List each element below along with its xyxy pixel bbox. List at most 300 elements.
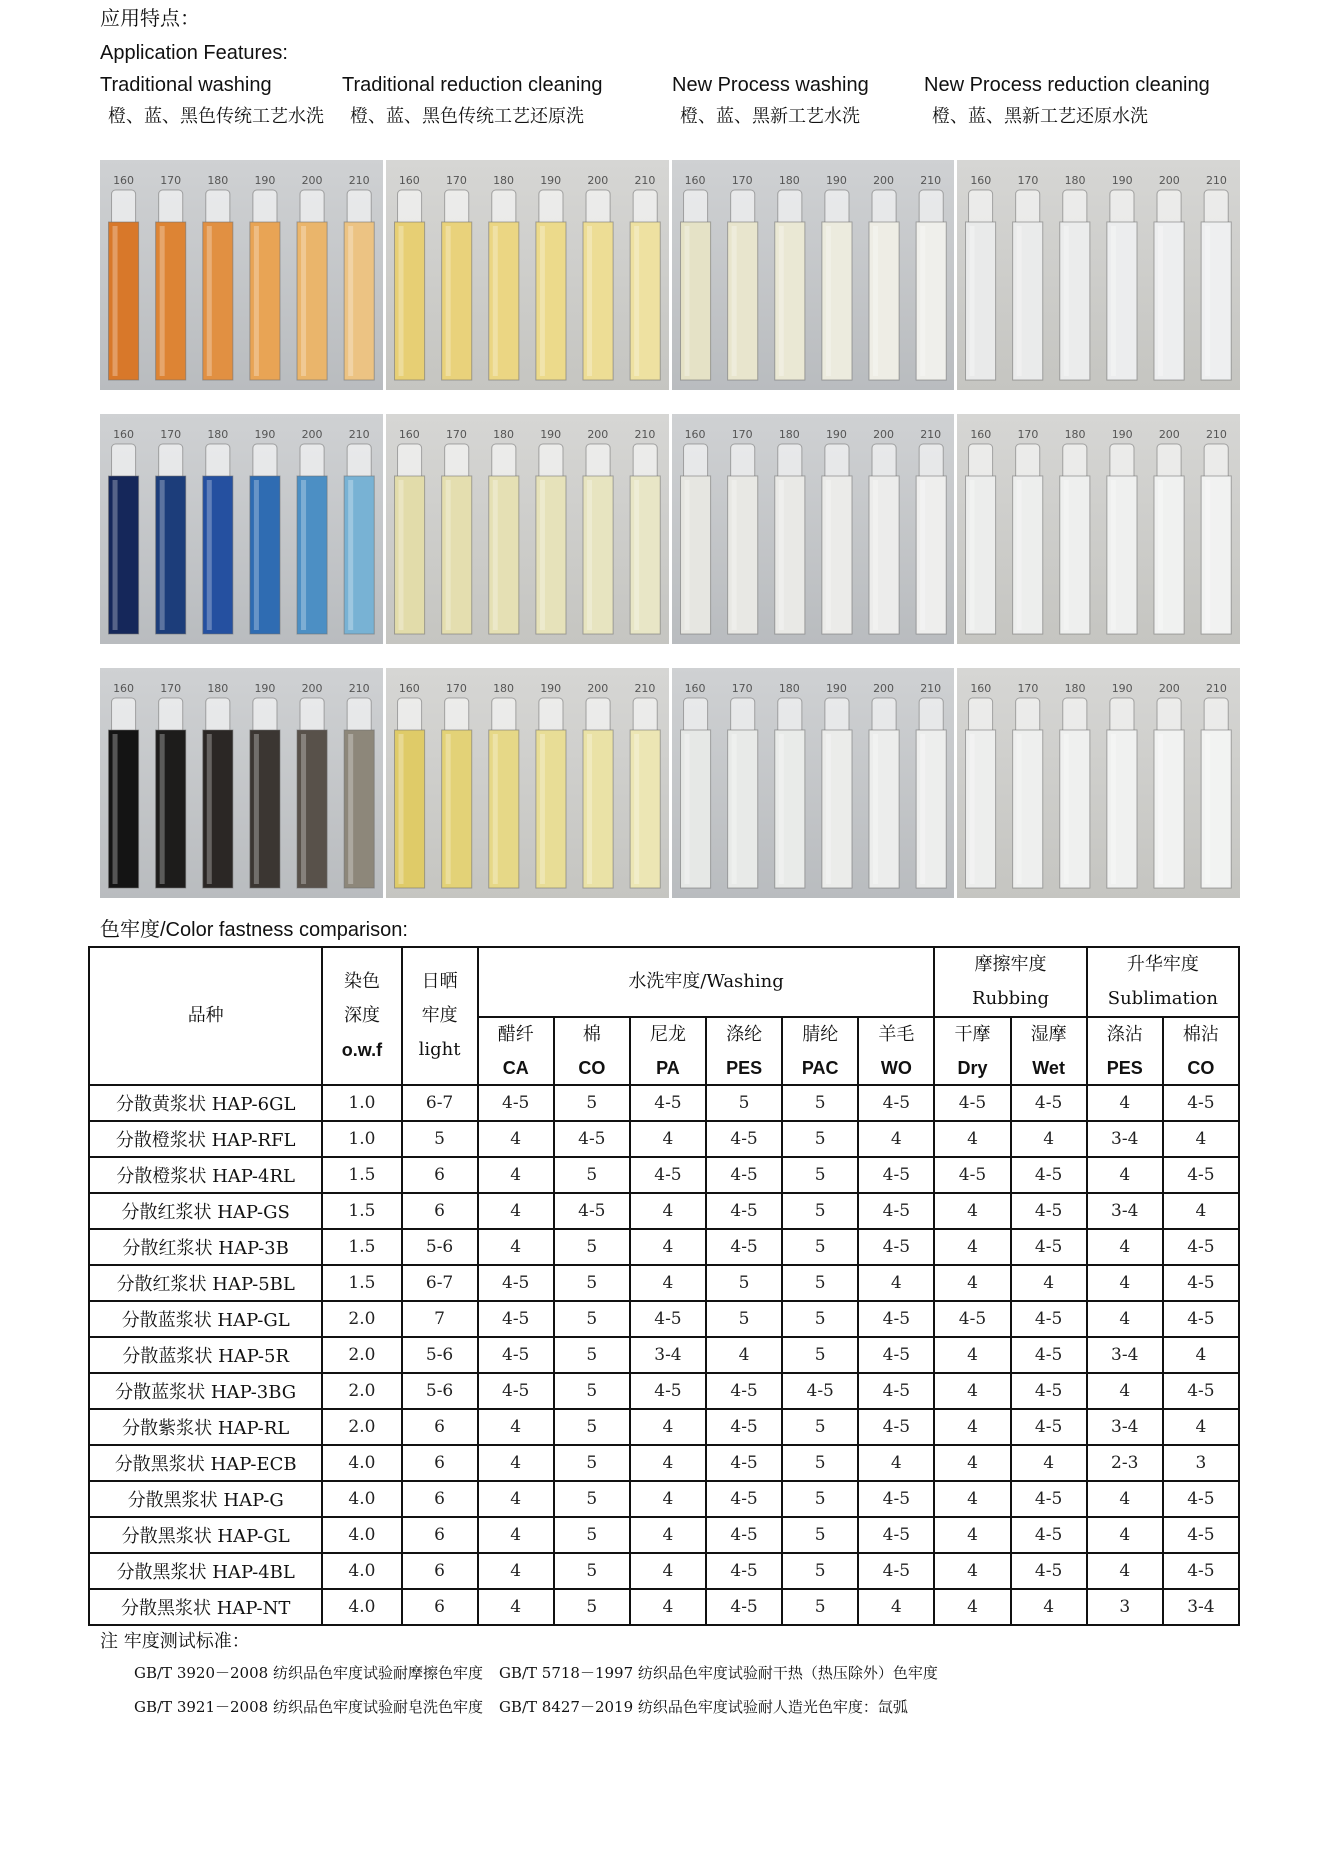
sub-header-cell (706, 1017, 782, 1085)
rating-cell: 6 (402, 1553, 478, 1589)
standard-item: GB/T 8427－2019 纺织品色牢度试验耐人造光色牢度：氙弧 (498, 1698, 908, 1716)
rating-cell: 5-6 (402, 1229, 478, 1265)
temperature-label: 170 (1017, 682, 1039, 695)
rating-cell: 4-5 (706, 1193, 782, 1229)
rating-cell: 4 (934, 1229, 1010, 1265)
rating-cell: 4 (1163, 1121, 1239, 1157)
rating-cell: 4 (478, 1445, 554, 1481)
rating-cell: 5 (554, 1085, 630, 1121)
rating-cell: 5 (782, 1085, 858, 1121)
header-sublimation (1087, 947, 1239, 1017)
test-tube (489, 444, 519, 634)
temperature-label: 160 (113, 174, 135, 187)
rating-cell: 4 (1087, 1373, 1163, 1409)
rating-cell: 5 (706, 1085, 782, 1121)
rating-cell: 4 (630, 1553, 706, 1589)
table-row (89, 1553, 1239, 1589)
temperature-label: 210 (634, 428, 656, 441)
sub-header-cn: 干摩 (954, 1024, 991, 1045)
temperature-label: 170 (1017, 428, 1039, 441)
rating-cell: 2.0 (322, 1409, 401, 1445)
temperature-label: 190 (540, 682, 562, 695)
rating-cell: 6 (402, 1193, 478, 1229)
table-row (89, 1193, 1239, 1229)
table-row (89, 1481, 1239, 1517)
rating-cell: 4-5 (706, 1373, 782, 1409)
test-tube (774, 698, 804, 888)
sub-header-cn: 尼龙 (649, 1024, 686, 1045)
tube-illustration (957, 668, 1240, 898)
table-row (89, 1157, 1239, 1193)
rating-cell: 4 (1087, 1085, 1163, 1121)
temperature-label: 160 (684, 174, 706, 187)
rating-cell: 4-5 (706, 1229, 782, 1265)
temperature-label: 170 (445, 174, 467, 187)
rating-cell: 2-3 (1087, 1445, 1163, 1481)
temperature-label: 210 (1205, 682, 1227, 695)
rating-cell: 4-5 (858, 1517, 934, 1553)
rating-cell: 4-5 (1011, 1193, 1087, 1229)
rating-cell: 4-5 (554, 1121, 630, 1157)
table-row (89, 1589, 1239, 1625)
test-tube (680, 190, 710, 380)
rating-cell: 6 (402, 1481, 478, 1517)
temperature-label: 180 (1064, 682, 1086, 695)
rating-cell: 4 (1011, 1445, 1087, 1481)
dye-name: 分散红浆状 HAP-GS (89, 1193, 322, 1229)
dye-name: 分散黑浆状 HAP-4BL (89, 1553, 322, 1589)
rating-cell: 4-5 (1011, 1229, 1087, 1265)
rating-cell: 4 (934, 1517, 1010, 1553)
temperature-label: 200 (301, 174, 323, 187)
rating-cell: 5 (782, 1157, 858, 1193)
temperature-label: 180 (1064, 174, 1086, 187)
table-row (89, 1373, 1239, 1409)
rating-cell: 4-5 (1163, 1265, 1239, 1301)
rating-cell: 4 (858, 1445, 934, 1481)
dye-name: 分散黑浆状 HAP-ECB (89, 1445, 322, 1481)
rating-cell: 4 (630, 1409, 706, 1445)
table-row (89, 1337, 1239, 1373)
rating-cell: 5 (554, 1229, 630, 1265)
tube-photo (386, 414, 669, 644)
rating-cell: 5 (554, 1481, 630, 1517)
rating-cell: 6-7 (402, 1265, 478, 1301)
test-tube (916, 190, 946, 380)
temperature-label: 170 (731, 682, 753, 695)
rating-cell: 4-5 (858, 1085, 934, 1121)
rating-cell: 4-5 (706, 1121, 782, 1157)
rating-cell: 6 (402, 1589, 478, 1625)
header-depth (322, 947, 401, 1085)
header-rubbing-en: Rubbing (972, 988, 1050, 1009)
test-tube (394, 190, 424, 380)
rating-cell: 4-5 (782, 1373, 858, 1409)
test-tube (156, 190, 186, 380)
temperature-label: 180 (493, 174, 515, 187)
sub-header-cn: 羊毛 (878, 1024, 915, 1045)
sub-header-en: CO (1187, 1058, 1215, 1078)
rating-cell: 5-6 (402, 1373, 478, 1409)
table-row (89, 1445, 1239, 1481)
features-title-en: Application Features: (100, 42, 288, 64)
dye-name: 分散黑浆状 HAP-GL (89, 1517, 322, 1553)
test-tube (1107, 698, 1137, 888)
standard-item: GB/T 5718－1997 纺织品色牢度试验耐干热（热压除外）色牢度 (498, 1664, 938, 1682)
tube-photo (672, 668, 955, 898)
rating-cell: 4 (478, 1589, 554, 1625)
sub-header-cn: 棉 (582, 1024, 601, 1045)
test-tube (1013, 698, 1043, 888)
rating-cell: 4-5 (1011, 1157, 1087, 1193)
header-washing: 水洗牢度/Washing (478, 947, 935, 1017)
rating-cell: 4-5 (934, 1085, 1010, 1121)
temperature-label: 160 (398, 174, 420, 187)
rating-cell: 4 (478, 1193, 554, 1229)
temperature-label: 190 (540, 174, 562, 187)
rating-cell: 1.5 (322, 1157, 401, 1193)
rating-cell: 1.5 (322, 1265, 401, 1301)
standard-line (100, 1656, 954, 1690)
tube-illustration (100, 414, 383, 644)
temperature-label: 180 (778, 682, 800, 695)
tube-photo (672, 414, 955, 644)
test-tube (1107, 444, 1137, 634)
temperature-label: 200 (873, 428, 895, 441)
temperature-label: 170 (731, 174, 753, 187)
rating-cell: 3-4 (1163, 1589, 1239, 1625)
temperature-label: 190 (825, 682, 847, 695)
header-light-cn1: 日晒 (421, 971, 458, 992)
test-tube (821, 444, 851, 634)
standard-line (100, 1690, 954, 1724)
header-depth-cn2: 深度 (343, 1005, 380, 1026)
temperature-label: 180 (207, 682, 229, 695)
dye-name: 分散橙浆状 HAP-RFL (89, 1121, 322, 1157)
rating-cell: 4-5 (630, 1157, 706, 1193)
temperature-label: 200 (873, 174, 895, 187)
temperature-label: 200 (873, 682, 895, 695)
rating-cell: 4 (1087, 1265, 1163, 1301)
rating-cell: 4 (478, 1553, 554, 1589)
test-tube (109, 444, 139, 634)
color-fastness-table (88, 946, 1240, 1626)
table-row (89, 1121, 1239, 1157)
header-sublimation-en: Sublimation (1107, 988, 1218, 1009)
rating-cell: 4-5 (1011, 1553, 1087, 1589)
rating-cell: 4 (630, 1229, 706, 1265)
rating-cell: 4-5 (478, 1373, 554, 1409)
test-tube (109, 190, 139, 380)
test-tube (630, 190, 660, 380)
dye-name: 分散红浆状 HAP-3B (89, 1229, 322, 1265)
header-light-en: light (418, 1039, 461, 1060)
rating-cell: 3-4 (1087, 1121, 1163, 1157)
temperature-label: 210 (1205, 174, 1227, 187)
rating-cell: 6 (402, 1409, 478, 1445)
tube-illustration (672, 160, 955, 390)
rating-cell: 4-5 (858, 1301, 934, 1337)
rating-cell: 4-5 (1163, 1157, 1239, 1193)
tube-photo (957, 414, 1240, 644)
test-tube (727, 698, 757, 888)
temperature-label: 160 (113, 682, 135, 695)
temperature-label: 160 (970, 428, 992, 441)
test-tube (1107, 190, 1137, 380)
rating-cell: 4-5 (478, 1337, 554, 1373)
rating-cell: 5 (782, 1337, 858, 1373)
test-tube (441, 444, 471, 634)
test-tube (203, 444, 233, 634)
rating-cell: 4-5 (1011, 1517, 1087, 1553)
sub-header-en: CA (502, 1058, 529, 1078)
rating-cell: 4 (934, 1121, 1010, 1157)
standards-note (100, 1628, 954, 1724)
temperature-label: 180 (207, 428, 229, 441)
test-tube (1060, 698, 1090, 888)
rating-cell: 4-5 (478, 1265, 554, 1301)
rating-cell: 4 (478, 1481, 554, 1517)
test-tube (536, 698, 566, 888)
rating-cell: 4-5 (1011, 1373, 1087, 1409)
rating-cell: 4-5 (858, 1193, 934, 1229)
rating-cell: 4-5 (630, 1373, 706, 1409)
sub-header-en: CO (578, 1058, 606, 1078)
sub-header-cell (554, 1017, 630, 1085)
table-row (89, 1517, 1239, 1553)
rating-cell: 4 (1087, 1229, 1163, 1265)
tube-photo (957, 160, 1240, 390)
rating-cell: 4-5 (554, 1193, 630, 1229)
rating-cell: 4 (934, 1337, 1010, 1373)
sub-header-cell (858, 1017, 934, 1085)
rating-cell: 4-5 (1163, 1373, 1239, 1409)
rating-cell: 4-5 (630, 1301, 706, 1337)
temperature-label: 160 (970, 174, 992, 187)
tube-photo (957, 668, 1240, 898)
rating-cell: 4-5 (706, 1517, 782, 1553)
rating-cell: 4.0 (322, 1553, 401, 1589)
rating-cell: 5 (554, 1265, 630, 1301)
tube-illustration (386, 160, 669, 390)
rating-cell: 4 (630, 1589, 706, 1625)
tube-photo (100, 668, 383, 898)
dye-name: 分散黑浆状 HAP-NT (89, 1589, 322, 1625)
sub-header-cn: 棉沾 (1182, 1024, 1219, 1045)
temperature-label: 200 (587, 174, 609, 187)
rating-cell: 2.0 (322, 1373, 401, 1409)
rating-cell: 4-5 (858, 1409, 934, 1445)
rating-cell: 5 (782, 1553, 858, 1589)
fastness-title (100, 914, 408, 945)
test-tube-photo-grid (100, 160, 1240, 922)
rating-cell: 6 (402, 1445, 478, 1481)
temperature-label: 180 (207, 174, 229, 187)
rating-cell: 4-5 (1163, 1301, 1239, 1337)
test-tube (630, 698, 660, 888)
temperature-label: 210 (634, 682, 656, 695)
test-tube (344, 190, 374, 380)
test-tube (1013, 190, 1043, 380)
sub-header-cell (934, 1017, 1010, 1085)
process-label-cn: 橙、蓝、黑新工艺水洗 (680, 106, 860, 127)
temperature-label: 170 (160, 682, 182, 695)
test-tube (394, 698, 424, 888)
rating-cell: 4 (1087, 1481, 1163, 1517)
test-tube (727, 190, 757, 380)
rating-cell: 4-5 (858, 1337, 934, 1373)
rating-cell: 4 (1011, 1265, 1087, 1301)
process-label-en: Traditional reduction cleaning (342, 74, 603, 96)
tube-illustration (957, 414, 1240, 644)
rating-cell: 2.0 (322, 1337, 401, 1373)
fastness-title-cn: 色牢度 (100, 917, 160, 941)
rating-cell: 4-5 (1163, 1553, 1239, 1589)
temperature-label: 170 (1017, 174, 1039, 187)
temperature-label: 180 (1064, 428, 1086, 441)
temperature-label: 170 (445, 682, 467, 695)
temperature-label: 200 (1158, 682, 1180, 695)
rating-cell: 7 (402, 1301, 478, 1337)
header-light-cn2: 牢度 (421, 1005, 458, 1026)
process-columns-en (100, 70, 1240, 100)
tube-photo (100, 160, 383, 390)
temperature-label: 200 (587, 428, 609, 441)
table-row (89, 1265, 1239, 1301)
rating-cell: 4 (478, 1121, 554, 1157)
test-tube (1201, 444, 1231, 634)
temperature-label: 190 (825, 428, 847, 441)
dye-name: 分散黄浆状 HAP-6GL (89, 1085, 322, 1121)
temperature-label: 160 (113, 428, 135, 441)
rating-cell: 4 (1163, 1193, 1239, 1229)
rating-cell: 5 (554, 1589, 630, 1625)
rating-cell: 4 (478, 1157, 554, 1193)
rating-cell: 4-5 (1163, 1517, 1239, 1553)
temperature-label: 210 (1205, 428, 1227, 441)
tube-illustration (672, 414, 955, 644)
test-tube (489, 698, 519, 888)
rating-cell: 1.0 (322, 1121, 401, 1157)
fastness-table-body (89, 1085, 1239, 1625)
sub-header-cn: 湿摩 (1030, 1024, 1067, 1045)
tube-photo (386, 668, 669, 898)
sub-header-cn: 腈纶 (802, 1024, 839, 1045)
rating-cell: 4 (858, 1265, 934, 1301)
test-tube (203, 698, 233, 888)
rating-cell: 3 (1087, 1589, 1163, 1625)
rating-cell: 3-4 (1087, 1409, 1163, 1445)
rating-cell: 4 (1011, 1121, 1087, 1157)
rating-cell: 4-5 (706, 1157, 782, 1193)
dye-name: 分散红浆状 HAP-5BL (89, 1265, 322, 1301)
test-tube (869, 444, 899, 634)
rating-cell: 4 (630, 1481, 706, 1517)
test-tube (680, 444, 710, 634)
sub-header-en: Dry (957, 1058, 988, 1078)
rating-cell: 4 (630, 1265, 706, 1301)
sub-header-en: PAC (801, 1058, 839, 1078)
test-tube (109, 698, 139, 888)
process-label-cn: 橙、蓝、黑色传统工艺水洗 (108, 106, 324, 127)
standard-item: GB/T 3921－2008 纺织品色牢度试验耐皂洗色牢度 (134, 1698, 483, 1716)
process-label-cn: 橙、蓝、黑色传统工艺还原洗 (350, 106, 584, 127)
temperature-label: 190 (1111, 682, 1133, 695)
test-tube (680, 698, 710, 888)
rating-cell: 4-5 (706, 1481, 782, 1517)
test-tube (583, 698, 613, 888)
sub-header-cn: 醋纤 (497, 1024, 534, 1045)
test-tube (297, 190, 327, 380)
sub-header-cn: 涤沾 (1106, 1024, 1143, 1045)
temperature-label: 160 (398, 682, 420, 695)
rating-cell: 4-5 (1011, 1481, 1087, 1517)
rating-cell: 6 (402, 1157, 478, 1193)
test-tube (966, 444, 996, 634)
rating-cell: 5 (554, 1445, 630, 1481)
rating-cell: 4-5 (478, 1301, 554, 1337)
rating-cell: 4 (1087, 1157, 1163, 1193)
features-title-cn: 应用特点： (100, 6, 200, 30)
temperature-label: 200 (1158, 174, 1180, 187)
test-tube (774, 444, 804, 634)
temperature-label: 190 (540, 428, 562, 441)
sub-header-en: PES (726, 1058, 763, 1078)
temperature-label: 210 (348, 682, 370, 695)
rating-cell: 3-4 (630, 1337, 706, 1373)
note-heading: 注 牢度测试标准： (100, 1631, 250, 1652)
rating-cell: 5 (782, 1445, 858, 1481)
header-depth-cn1: 染色 (343, 971, 380, 992)
rating-cell: 5-6 (402, 1337, 478, 1373)
temperature-label: 200 (587, 682, 609, 695)
rating-cell: 4 (630, 1445, 706, 1481)
rating-cell: 4 (630, 1193, 706, 1229)
rating-cell: 4.0 (322, 1517, 401, 1553)
tube-illustration (957, 160, 1240, 390)
rating-cell: 4 (706, 1337, 782, 1373)
dye-name: 分散黑浆状 HAP-G (89, 1481, 322, 1517)
rating-cell: 4 (1011, 1589, 1087, 1625)
rating-cell: 4-5 (934, 1301, 1010, 1337)
rating-cell: 5 (554, 1301, 630, 1337)
temperature-label: 210 (348, 428, 370, 441)
test-tube (297, 698, 327, 888)
test-tube (250, 190, 280, 380)
sub-header-cn: 涤纶 (726, 1024, 763, 1045)
rating-cell: 4.0 (322, 1481, 401, 1517)
temperature-label: 210 (348, 174, 370, 187)
standard-item: GB/T 3920－2008 纺织品色牢度试验耐摩擦色牢度 (134, 1664, 483, 1682)
dye-name: 分散蓝浆状 HAP-5R (89, 1337, 322, 1373)
rating-cell: 4-5 (1163, 1085, 1239, 1121)
dye-name: 分散橙浆状 HAP-4RL (89, 1157, 322, 1193)
rating-cell: 6 (402, 1517, 478, 1553)
tube-illustration (100, 668, 383, 898)
tube-illustration (386, 414, 669, 644)
test-tube (156, 444, 186, 634)
test-tube (916, 698, 946, 888)
rating-cell: 5 (782, 1517, 858, 1553)
process-label-en: New Process reduction cleaning (924, 74, 1210, 96)
temperature-label: 170 (160, 428, 182, 441)
table-row (89, 1229, 1239, 1265)
rating-cell: 5 (706, 1301, 782, 1337)
temperature-label: 180 (493, 428, 515, 441)
rating-cell: 4 (1087, 1553, 1163, 1589)
rating-cell: 4 (478, 1409, 554, 1445)
test-tube (394, 444, 424, 634)
